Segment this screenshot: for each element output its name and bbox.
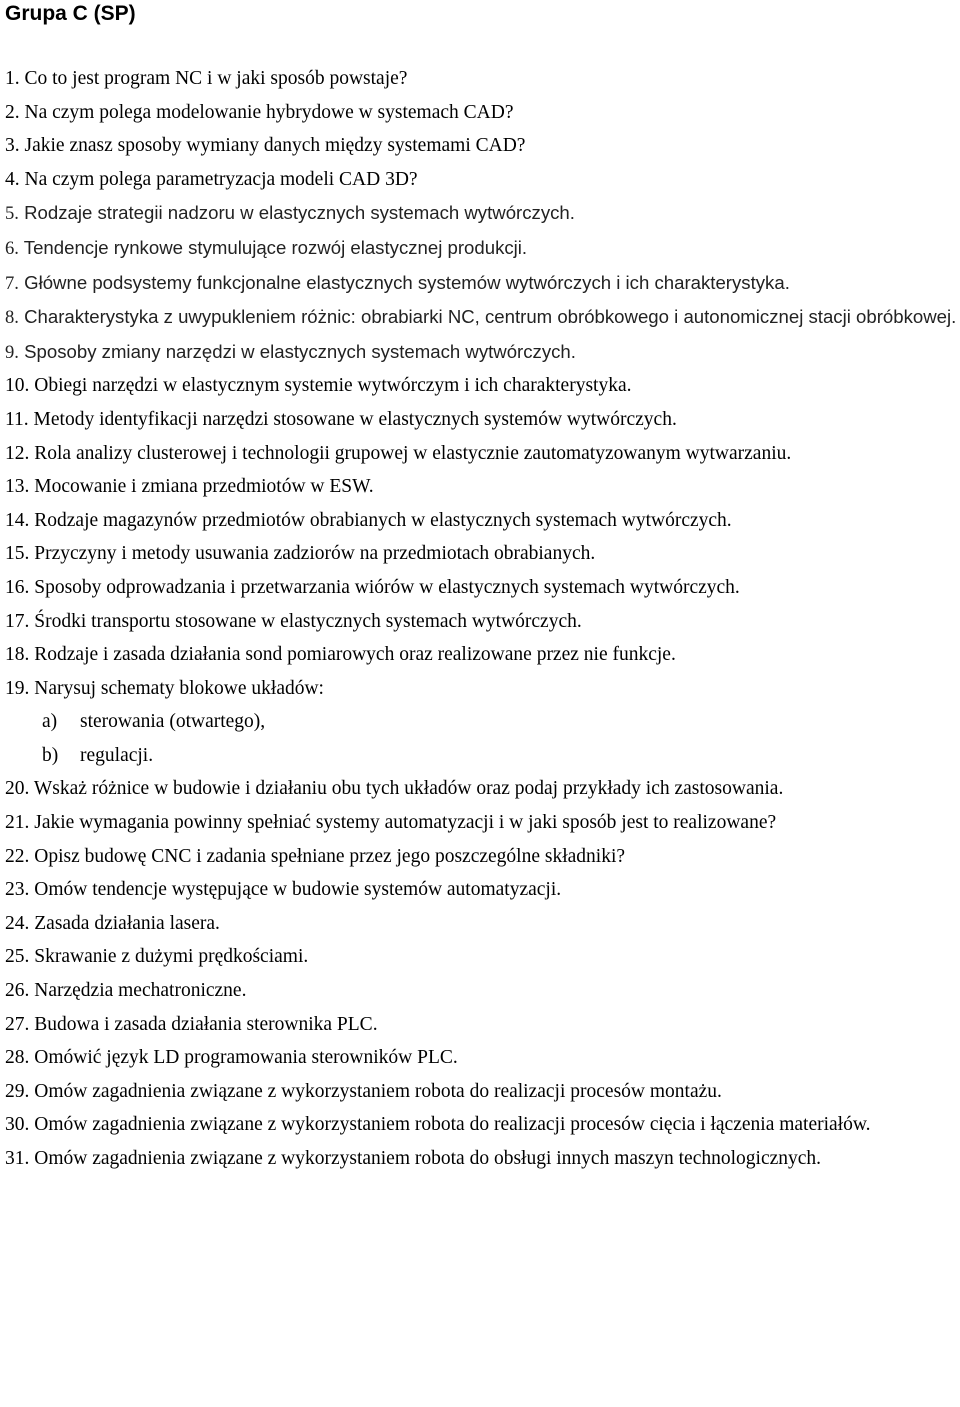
question-number: 16. <box>5 576 30 598</box>
question-19-subitem-a <box>5 705 957 739</box>
question-text: Obiegi narzędzi w elastycznym systemie wytwórczym i ich charakterystyka. <box>34 375 632 397</box>
question-26 <box>5 974 957 1008</box>
question-21 <box>5 806 957 840</box>
question-25 <box>5 940 957 974</box>
question-text: Omów tendencje występujące w budowie systemów automatyzacji. <box>34 879 562 901</box>
question-text: Rodzaje i zasada działania sond pomiarowych oraz realizowane przez nie funkcje. <box>34 644 676 666</box>
question-number: 26. <box>5 980 30 1002</box>
question-8 <box>5 300 957 335</box>
question-number: 1. <box>5 68 20 89</box>
question-number: 13. <box>5 476 30 498</box>
question-number: 24. <box>5 912 30 934</box>
question-12 <box>5 437 957 471</box>
subitem-letter: a) <box>42 711 58 733</box>
question-6 <box>5 231 957 266</box>
question-text: Tendencje rynkowe stymulujące rozwój elastycznej produkcji. <box>23 236 528 258</box>
question-number: 27. <box>5 1013 30 1035</box>
question-9 <box>5 335 957 370</box>
question-4 <box>5 163 957 197</box>
question-28 <box>5 1041 957 1075</box>
question-text: Omów zagadnienia związane z wykorzystaniem robota do obsługi innych maszyn technologicznych. <box>34 1148 822 1169</box>
question-text: Metody identyfikacji narzędzi stosowane w elastycznych systemów wytwórczych. <box>33 408 677 430</box>
question-text: Zasada działania lasera. <box>34 912 220 934</box>
question-7 <box>5 266 957 301</box>
question-text: Skrawanie z dużymi prędkościami. <box>34 946 309 968</box>
question-text: Charakterystyka z uwypukleniem różnic: obrabiarki NC, centrum obróbkowego i autonomicznej stacji obróbkowej. <box>24 306 957 328</box>
question-list <box>5 62 957 1176</box>
question-number: 4. <box>5 168 20 190</box>
question-2 <box>5 96 957 130</box>
page-title: Grupa C (SP) <box>5 2 136 25</box>
question-number: 23. <box>5 879 30 901</box>
question-19-subitem-b <box>5 739 957 773</box>
question-10 <box>5 369 957 403</box>
question-number: 3. <box>5 135 20 157</box>
question-16 <box>5 571 957 605</box>
question-24 <box>5 907 957 941</box>
question-14 <box>5 504 957 538</box>
question-22 <box>5 840 957 874</box>
question-text: Budowa i zasada działania sterownika PLC. <box>34 1013 378 1035</box>
question-number: 8. <box>5 307 19 329</box>
question-text: Co to jest program NC i w jaki sposób powstaje? <box>24 68 408 89</box>
question-text: Jakie wymagania powinny spełniać systemy automatyzacji i w jaki sposób jest to realizowane? <box>34 812 777 834</box>
question-27 <box>5 1008 957 1042</box>
question-text: Rodzaje magazynów przedmiotów obrabianych w elastycznych systemach wytwórczych. <box>34 509 732 531</box>
question-1 <box>5 62 957 96</box>
question-13 <box>5 470 957 504</box>
question-number: 18. <box>5 644 30 666</box>
question-text: Omów zagadnienia związane z wykorzystaniem robota do realizacji procesów cięcia i łączenia materiałów. <box>34 1114 871 1136</box>
question-number: 7. <box>5 272 19 294</box>
document-page <box>5 0 957 1176</box>
question-number: 22. <box>5 845 30 867</box>
question-number: 12. <box>5 442 30 464</box>
question-number: 11. <box>5 408 29 430</box>
question-18 <box>5 638 957 672</box>
question-23 <box>5 873 957 907</box>
question-number: 28. <box>5 1047 30 1069</box>
question-number: 2. <box>5 101 20 123</box>
question-text: Sposoby zmiany narzędzi w elastycznych systemach wytwórczych. <box>24 340 576 362</box>
question-text: Na czym polega modelowanie hybrydowe w systemach CAD? <box>24 101 514 123</box>
question-text: Na czym polega parametryzacja modeli CAD 3D? <box>24 168 418 190</box>
question-number: 6. <box>5 237 19 259</box>
question-number: 15. <box>5 543 30 565</box>
question-text: Opisz budowę CNC i zadania spełniane przez jego poszczególne składniki? <box>34 845 626 867</box>
question-text: Narysuj schematy blokowe układów: <box>34 677 324 699</box>
question-number: 30. <box>5 1114 30 1136</box>
subitem-letter: b) <box>42 744 59 766</box>
question-text: Środki transportu stosowane w elastycznych systemach wytwórczych. <box>34 610 582 632</box>
question-11 <box>5 403 957 437</box>
question-text: Rodzaje strategii nadzoru w elastycznych systemach wytwórczych. <box>24 202 575 224</box>
question-number: 21. <box>5 812 30 834</box>
question-number: 14. <box>5 509 30 531</box>
question-number: 17. <box>5 610 30 632</box>
question-20 <box>5 772 957 806</box>
question-19 <box>5 672 957 706</box>
question-number: 20. <box>5 778 30 800</box>
question-number: 19. <box>5 677 30 699</box>
question-number: 5. <box>5 203 19 225</box>
question-text: Mocowanie i zmiana przedmiotów w ESW. <box>34 476 374 498</box>
question-number: 31. <box>5 1148 30 1169</box>
question-30 <box>5 1108 957 1142</box>
question-number: 25. <box>5 946 30 968</box>
subitem-text: sterowania (otwartego), <box>80 711 266 733</box>
question-15 <box>5 537 957 571</box>
question-3 <box>5 129 957 163</box>
question-text: Omówić język LD programowania sterowników PLC. <box>34 1047 458 1069</box>
subitem-text: regulacji. <box>80 744 154 766</box>
question-text: Jakie znasz sposoby wymiany danych między systemami CAD? <box>24 135 526 157</box>
question-29 <box>5 1075 957 1109</box>
question-text: Narzędzia mechatroniczne. <box>34 980 247 1002</box>
question-31 <box>5 1142 957 1176</box>
question-text: Rola analizy clusterowej i technologii grupowej w elastycznie zautomatyzowanym wytwarzaniu. <box>34 442 792 464</box>
question-5 <box>5 196 957 231</box>
question-number: 10. <box>5 375 30 397</box>
question-text: Sposoby odprowadzania i przetwarzania wiórów w elastycznych systemach wytwórczych. <box>34 576 740 598</box>
question-text: Omów zagadnienia związane z wykorzystaniem robota do realizacji procesów montażu. <box>34 1080 722 1102</box>
question-number: 9. <box>5 341 19 363</box>
question-text: Wskaż różnice w budowie i działaniu obu tych układów oraz podaj przykłady ich zastosowania. <box>33 778 784 800</box>
question-17 <box>5 605 957 639</box>
question-number: 29. <box>5 1080 30 1102</box>
question-text: Główne podsystemy funkcjonalne elastycznych systemów wytwórczych i ich charakterystyka. <box>24 271 790 293</box>
question-text: Przyczyny i metody usuwania zadziorów na przedmiotach obrabianych. <box>34 543 596 565</box>
